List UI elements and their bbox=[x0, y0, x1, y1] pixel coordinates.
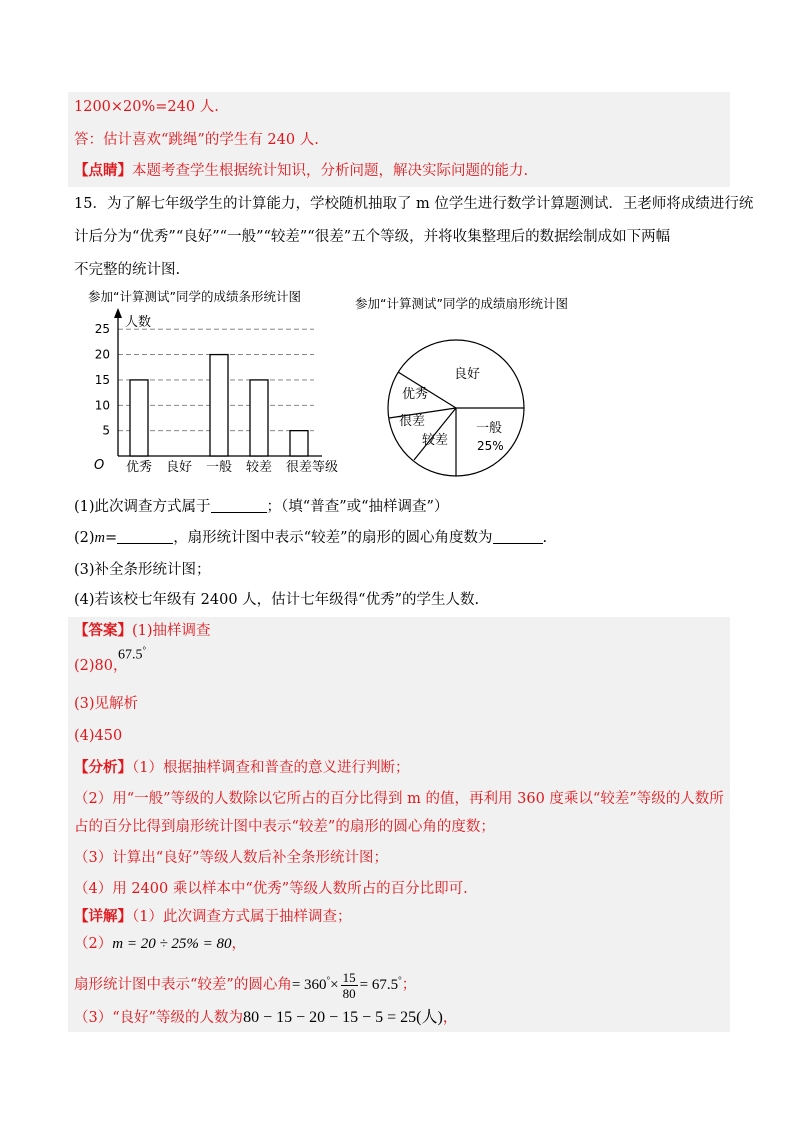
question-line-2: 计后分为“优秀”“良好”“一般”“较差”“很差”五个等级，并将收集整理后的数据绘制成如下两幅 bbox=[74, 229, 671, 245]
dianjing-tag: 【点睛】 bbox=[74, 162, 132, 179]
sub-question-3: (3)补全条形统计图； bbox=[74, 562, 211, 578]
detail-2-suffix: ， bbox=[231, 936, 247, 952]
sub-question-4: (4)若该校七年级有 2400 人，估计七年级得“优秀”的学生人数. bbox=[74, 592, 480, 608]
x-tick-label: 较差 bbox=[245, 460, 273, 475]
detail-line-1 bbox=[74, 907, 351, 927]
detail-line-4 bbox=[74, 1008, 457, 1028]
pie-slice-label-yiban: 一般 bbox=[476, 421, 503, 436]
detail-3-prefix: 扇形统计图中表示“较差”的圆心角 bbox=[74, 977, 292, 993]
answer-line-3: (3)见解析 bbox=[74, 696, 139, 712]
answer-tag: 【答案】 bbox=[74, 622, 132, 639]
detail-3-formula bbox=[291, 970, 402, 1002]
analysis-line-1 bbox=[74, 758, 409, 778]
analysis-line-5: （4）用 2400 乘以样本中“优秀”等级人数所占的百分比即可. bbox=[74, 881, 468, 897]
q2-blank-1 bbox=[117, 529, 173, 544]
question-line-3: 不完整的统计图. bbox=[74, 262, 181, 278]
answer-2-prefix: (2)80， bbox=[74, 658, 128, 674]
answer-2-value bbox=[118, 645, 146, 664]
detail-4-suffix: ， bbox=[442, 1010, 458, 1026]
origin-label: O bbox=[94, 458, 105, 473]
detail-text-1: （1）此次调查方式属于抽样调查； bbox=[132, 909, 352, 925]
answer-line-1 bbox=[74, 621, 211, 641]
detail-3-fraction bbox=[341, 970, 358, 1001]
y-tick-label: 10 bbox=[94, 398, 110, 413]
answer-2-value-number: 67.5 bbox=[118, 647, 143, 663]
detail-4-formula: 80 − 15 − 20 − 15 − 5 = 25(人) bbox=[243, 1009, 443, 1026]
sub-question-1 bbox=[74, 497, 448, 517]
bar-2 bbox=[210, 355, 228, 456]
detail-2-formula: m = 20 ÷ 25% = 80 bbox=[112, 936, 232, 952]
pie-slice-label-hencha: 很差 bbox=[399, 414, 426, 429]
detail-line-2 bbox=[74, 934, 246, 954]
pie-slice-label-jiaocha: 较差 bbox=[422, 433, 449, 448]
x-tick-label: 很差 bbox=[285, 460, 313, 475]
detail-tag: 【详解】 bbox=[74, 908, 132, 925]
q2-blank-2 bbox=[493, 529, 543, 544]
detail-3-degree: ° bbox=[326, 975, 331, 985]
y-axis-label: 人数 bbox=[125, 315, 152, 330]
dianjing-text: 本题考查学生根据统计知识，分析问题，解决实际问题的能力. bbox=[132, 163, 529, 179]
x-axis-label: 等级 bbox=[312, 460, 339, 475]
y-axis-arrow-icon bbox=[114, 308, 122, 318]
detail-2-prefix: （2） bbox=[74, 936, 113, 952]
intro-line-2 bbox=[74, 130, 319, 150]
pie-chart bbox=[382, 330, 532, 490]
detail-3-suffix: ； bbox=[401, 977, 417, 993]
analysis-tag: 【分析】 bbox=[74, 759, 132, 776]
question-line-1: 15．为了解七年级学生的计算能力，学校随机抽取了 m 位学生进行数学计算题测试．王老师将成绩进行统 bbox=[74, 196, 754, 212]
pie-slice-label-youxiu: 优秀 bbox=[402, 387, 429, 402]
pie-slice-percent-yiban: 25% bbox=[477, 439, 504, 453]
fraction-numerator: 15 bbox=[342, 970, 356, 986]
pie-slice-label-lianghao: 良好 bbox=[454, 367, 481, 382]
q2-end: . bbox=[542, 530, 548, 546]
y-tick-label: 20 bbox=[94, 347, 110, 362]
y-tick-label: 25 bbox=[94, 322, 110, 337]
fraction-denominator: 80 bbox=[342, 986, 356, 1002]
bar-chart bbox=[82, 304, 372, 484]
detail-4-prefix: （3）“良好”等级的人数为 bbox=[74, 1010, 244, 1026]
analysis-line-3: 占的百分比得到扇形统计图中表示“较差”的扇形的圆心角的度数； bbox=[74, 819, 495, 835]
analysis-line-2: （2）用“一般”等级的人数除以它所占的百分比得到 m 的值，再利用 360 度乘以“较差”等级的人数所 bbox=[74, 791, 724, 807]
answer-1: (1)抽样调查 bbox=[132, 623, 211, 639]
q1-blank bbox=[211, 498, 267, 513]
x-tick-label: 一般 bbox=[205, 460, 233, 475]
analysis-text-1: （1）根据抽样调查和普查的意义进行判断； bbox=[132, 760, 410, 776]
y-tick-label: 15 bbox=[94, 372, 110, 387]
bar-chart-xlabels bbox=[126, 459, 312, 475]
q1-text: (1)此次调查方式属于 bbox=[74, 499, 211, 515]
answer-line-4: (4)450 bbox=[74, 728, 123, 744]
y-tick-label: 5 bbox=[102, 423, 110, 438]
detail-3-360: = 360 bbox=[291, 977, 327, 993]
bar-0 bbox=[130, 380, 148, 456]
intro-answer: 答：估计喜欢“跳绳”的学生有 240 人. bbox=[74, 132, 319, 148]
q2-text: ，扇形统计图中表示“较差”的扇形的圆心角度数为 bbox=[173, 530, 493, 546]
bar-4 bbox=[290, 431, 308, 456]
intro-line-3 bbox=[74, 161, 528, 181]
bar-chart-yticks bbox=[95, 322, 110, 437]
x-tick-label: 优秀 bbox=[125, 460, 153, 475]
bar-chart-title: 参加“计算测试”同学的成绩条形统计图 bbox=[88, 289, 301, 304]
q1-hint: ；（填“普查”或“抽样调查”） bbox=[266, 499, 449, 515]
detail-line-3 bbox=[74, 963, 416, 1002]
detail-3-times: × bbox=[330, 977, 339, 993]
q2-number: (2) bbox=[74, 530, 95, 546]
intro-line-1: 1200×20%=240 人. bbox=[74, 99, 219, 115]
answer-2-degree: ° bbox=[142, 645, 147, 655]
sub-question-2 bbox=[74, 528, 547, 548]
x-tick-label: 良好 bbox=[165, 460, 193, 475]
pie-chart-title: 参加“计算测试”同学的成绩扇形统计图 bbox=[355, 296, 568, 311]
q2-var: m bbox=[94, 530, 106, 546]
q2-eq: = bbox=[105, 530, 118, 546]
detail-3-result: = 67.5 bbox=[359, 977, 399, 993]
bar-3 bbox=[250, 380, 268, 456]
analysis-line-4: （3）计算出“良好”等级人数后补全条形统计图； bbox=[74, 850, 389, 866]
detail-3-degree-2: ° bbox=[398, 975, 402, 985]
